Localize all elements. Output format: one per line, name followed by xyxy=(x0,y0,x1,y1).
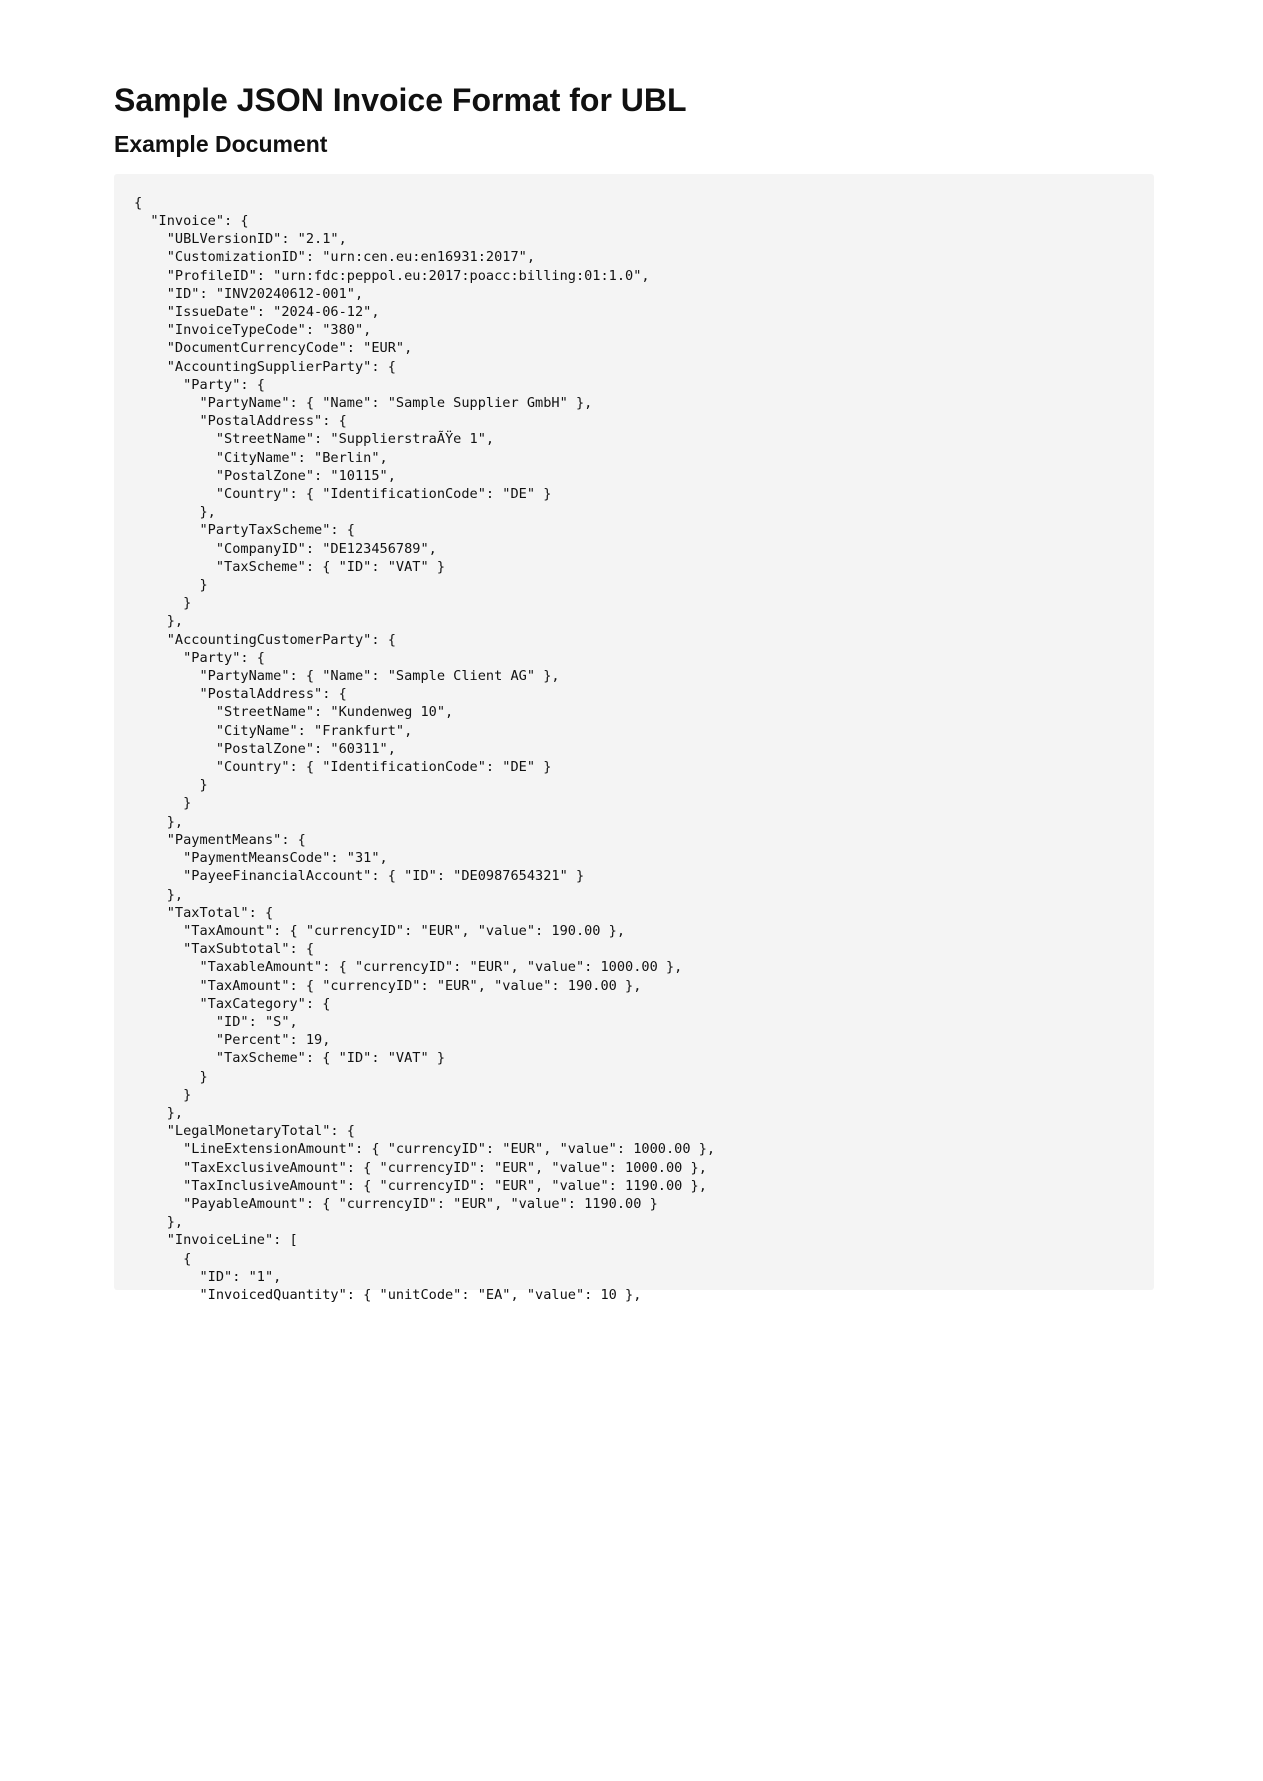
json-code-listing: { "Invoice": { "UBLVersionID": "2.1", "CustomizationID": "urn:cen.eu:en16931:2017", "ProfileID": "urn:fdc:peppol.eu:2017:poacc:billing:01:1.0", "ID": "INV20240612-001", "IssueDate": "2024-06-12", "InvoiceTypeCode": "380", "DocumentCurrencyCode": "EUR", "AccountingSupplierParty": { "Party": { "PartyName": { "Name": "Sample Supplier GmbH" }, "PostalAddress": { "StreetName": "SupplierstraÃŸe 1", "CityName": "Berlin", "PostalZone": "10115", "Country": { "IdentificationCode": "DE" } }, "PartyTaxScheme": { "CompanyID": "DE123456789", "TaxScheme": { "ID": "VAT" } } } }, "AccountingCustomerParty": { "Party": { "PartyName": { "Name": "Sample Client AG" }, "PostalAddress": { "StreetName": "Kundenweg 10", "CityName": "Frankfurt", "PostalZone": "60311", "Country": { "IdentificationCode": "DE" } } } }, "PaymentMeans": { "PaymentMeansCode": "31", "PayeeFinancialAccount": { "ID": "DE0987654321" } }, "TaxTotal": { "TaxAmount": { "currencyID": "EUR", "value": 190.00 }, "TaxSubtotal": { "TaxableAmount": { "currencyID": "EUR", "value": 1000.00 }, "TaxAmount": { "currencyID": "EUR", "value": 190.00 }, "TaxCategory": { "ID": "S", "Percent": 19, "TaxScheme": { "ID": "VAT" } } } }, "LegalMonetaryTotal": { "LineExtensionAmount": { "currencyID": "EUR", "value": 1000.00 }, "TaxExclusiveAmount": { "currencyID": "EUR", "value": 1000.00 }, "TaxInclusiveAmount": { "currencyID": "EUR", "value": 1190.00 }, "PayableAmount": { "currencyID": "EUR", "value": 1190.00 } }, "InvoiceLine": [ { "ID": "1", "InvoicedQuantity": { "unitCode": "EA", "value": 10 }, xyxy=(134,194,716,1303)
page-title: Sample JSON Invoice Format for UBL xyxy=(114,82,687,118)
document-page xyxy=(114,80,1154,1303)
section-heading: Example Document xyxy=(114,130,328,157)
code-block xyxy=(114,174,1154,1303)
